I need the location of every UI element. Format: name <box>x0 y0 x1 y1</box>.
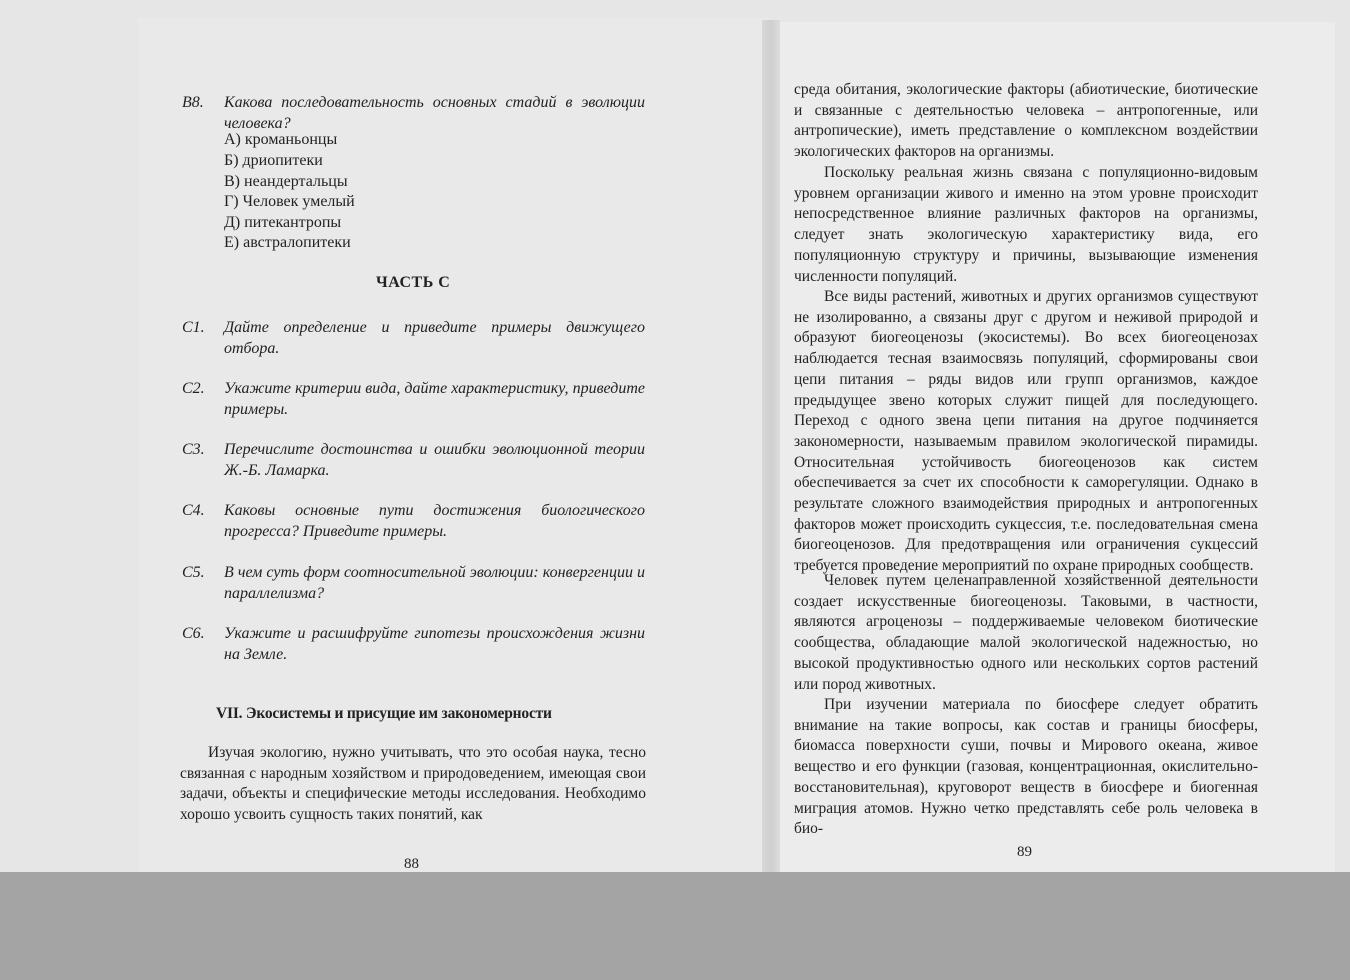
book-gutter <box>762 20 780 880</box>
right-paragraph-4: Человек путем целенаправленной хозяйственной деятельности создает искусственные биогеоценозы. Таковыми, в частности, являются агроценозы – поддерживаемые человеком биотические сообщества, обладающие малой экологической надежностью, но высокой продуктивностью одного или нескольких сортов растений или пород животных. <box>794 572 1258 693</box>
question-number: С6. <box>182 625 205 642</box>
question-c4 <box>182 500 647 542</box>
answer-option: Г) Человек умелый <box>224 193 355 210</box>
question-c6 <box>182 623 647 665</box>
right-paragraph-5: При изучении материала по биосфере следует обратить внимание на такие вопросы, как состав и границы биосферы, биомасса поверхности суши, почвы и Мирового океана, живое вещество и его функции (газовая, концентрационная, окислительно-восстановительная), круговорот веществ в биосфере и биогенная миграция атомов. Нужно четко представлять себе роль человека в био- <box>794 696 1258 838</box>
question-c1 <box>182 317 647 359</box>
answer-option: А) кроманьонцы <box>224 131 338 148</box>
question-b8 <box>182 92 647 134</box>
question-number: С5. <box>182 564 205 581</box>
question-number: С3. <box>182 441 205 458</box>
question-text: Перечислите достоинства и ошибки эволюционной теории Ж.-Б. Ламарка. <box>224 441 645 479</box>
question-number: С4. <box>182 502 205 519</box>
question-text: Дайте определение и приведите примеры движущего отбора. <box>224 319 645 357</box>
question-c2 <box>182 378 647 420</box>
part-title: ЧАСТЬ С <box>376 274 451 291</box>
question-text: Какова последовательность основных стадий в эволюции человека? <box>224 94 645 132</box>
right-paragraph-2: Поскольку реальная жизнь связана с популяционно-видовым уровнем организации живого и именно на этом уровне происходит непосредственное влияние различных факторов на организмы, следует знать экологическую характеристику вида, его популяционную структуру и причины, вызывающие изменения численности популяций. <box>794 164 1258 285</box>
question-c3 <box>182 439 647 481</box>
question-text: Укажите критерии вида, дайте характеристику, приведите примеры. <box>224 380 645 418</box>
question-text: Укажите и расшифруйте гипотезы происхождения жизни на Земле. <box>224 625 645 663</box>
page-number-left: 88 <box>404 856 419 872</box>
question-text: В чем суть форм соотносительной эволюции: конвергенции и параллелизма? <box>224 564 645 602</box>
question-text: Каковы основные пути достижения биологического прогресса? Приведите примеры. <box>224 502 645 540</box>
answer-option: Д) питекантропы <box>224 214 342 231</box>
question-number: В8. <box>182 94 204 111</box>
left-paragraph: Изучая экологию, нужно учитывать, что это особая наука, тесно связанная с народным хозяйством и природоведением, имеющая свои задачи, объекты и специфические методы исследования. Необходимо хорошо усвоить сущность таких понятий, как <box>180 744 646 824</box>
right-paragraph-3: Все виды растений, животных и других организмов существуют не изолированно, а связаны друг с другом и неживой природой и образуют биогеоценозы (экосистемы). Во всех биогеоценозах наблюдается тесная взаимосвязь популяций, сформированы свои цепи питания – ряды видов или групп организмов, каждое предыдущее звено которых служит пищей для последующего. Переход с одного звена цепи питания на другое подчиняется закономерности, называемым правилом экологической пирамиды. Относительная устойчивость биогеоценозов как систем обеспечивается за счет их способности к саморегуляции. Однако в результате сложного взаимодействия природных и антропогенных факторов может происходить сукцессия, т.е. последовательная смена биогеоценозов. Для предотвращения или ограничения сукцессий требуется проведение мероприятий по охране природных сообществ. <box>794 288 1258 575</box>
page-number-right: 89 <box>1017 844 1032 860</box>
answer-option: В) неандертальцы <box>224 173 348 190</box>
question-c5 <box>182 562 647 604</box>
answer-option: Е) австралопитеки <box>224 234 351 251</box>
scan-background <box>0 872 1350 980</box>
question-number: С2. <box>182 380 205 397</box>
section-title: VII. Экосистемы и присущие им закономерности <box>216 705 552 722</box>
question-number: С1. <box>182 319 205 336</box>
answer-option: Б) дриопитеки <box>224 152 323 169</box>
right-paragraph-1: среда обитания, экологические факторы (абиотические, биотические и связанные с деятельностью человека – антропогенные, или антропические), иметь представление о комплексном воздействии экологических факторов на организмы. <box>794 81 1258 161</box>
